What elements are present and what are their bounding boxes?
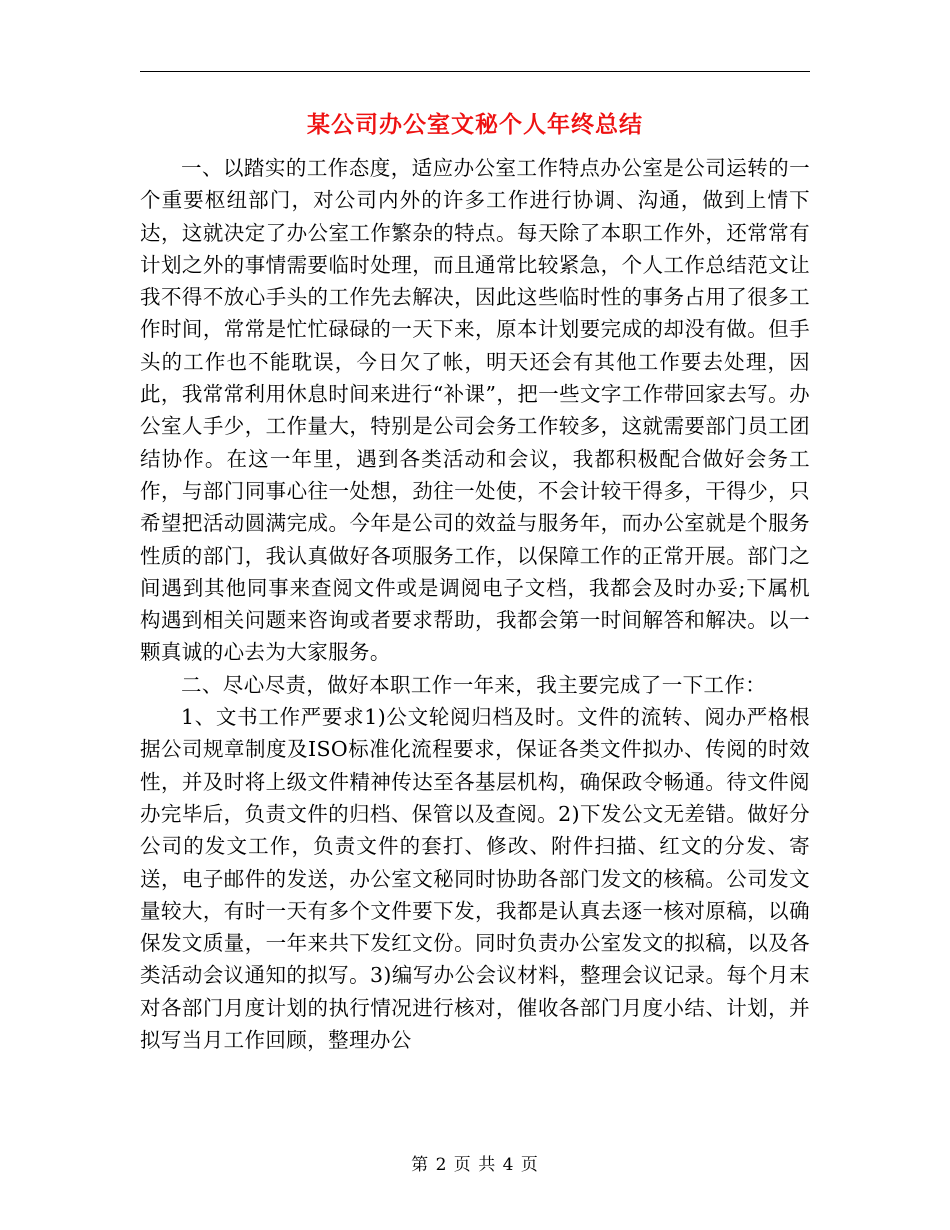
paragraph-3: 1、文书工作严要求1)公文轮阅归档及时。文件的流转、阅办严格根据公司规章制度及ISO标准化流程要求，保证各类文件拟办、传阅的时效性，并及时将上级文件精神传达至各基层机构，确保政令畅通。待文件阅办完毕后，负责文件的归档、保管以及查阅。2)下发公文无差错。做好分公司的发文工作，负责文件的套打、修改、附件扫描、红文的分发、寄送，电子邮件的发送，办公室文秘同时协助各部门发文的核稿。公司发文量较大，有时一天有多个文件要下发，我都是认真去逐一核对原稿，以确保发文质量，一年来共下发红文份。同时负责办公室发文的拟稿，以及各类活动会议通知的拟写。3)编写办公会议材料，整理会议记录。每个月末对各部门月度计划的执行情况进行核对，催收各部门月度小结、计划，并拟写当月工作回顾，整理办公 xyxy=(140,705,810,1053)
paragraph-1: 一、以踏实的工作态度，适应办公室工作特点办公室是公司运转的一个重要枢纽部门，对公司内外的许多工作进行协调、沟通，做到上情下达，这就决定了办公室工作繁杂的特点。每天除了本职工作外，还常常有计划之外的事情需要临时处理，而且通常比较紧急，个人工作总结范文让我不得不放心手头的工作先去解决，因此这些临时性的事务占用了很多工作时间，常常是忙忙碌碌的一天下来，原本计划要完成的却没有做。但手头的工作也不能耽误，今日欠了帐，明天还会有其他工作要去处理，因此，我常常利用休息时间来进行“补课”，把一些文字工作带回家去写。办公室人手少，工作量大，特别是公司会务工作较多，这就需要部门员工团结协作。在这一年里，遇到各类活动和会议，我都积极配合做好会务工作，与部门同事心往一处想，劲往一处使，不会计较干得多，干得少，只希望把活动圆满完成。今年是公司的效益与服务年，而办公室就是个服务性质的部门，我认真做好各项服务工作，以保障工作的正常开展。部门之间遇到其他同事来查阅文件或是调阅电子文档，我都会及时办妥;下属机构遇到相关问题来咨询或者要求帮助，我都会第一时间解答和解决。以一颗真诚的心去为大家服务。 xyxy=(140,156,810,665)
paragraph-2: 二、尽心尽责，做好本职工作一年来，我主要完成了一下工作： xyxy=(181,672,767,697)
document-title: 某公司办公室文秘个人年终总结 xyxy=(307,111,643,138)
header-rule xyxy=(140,71,810,72)
page-number-footer: 第 2 页 共 4 页 xyxy=(411,1155,539,1175)
document-body xyxy=(140,152,810,1056)
